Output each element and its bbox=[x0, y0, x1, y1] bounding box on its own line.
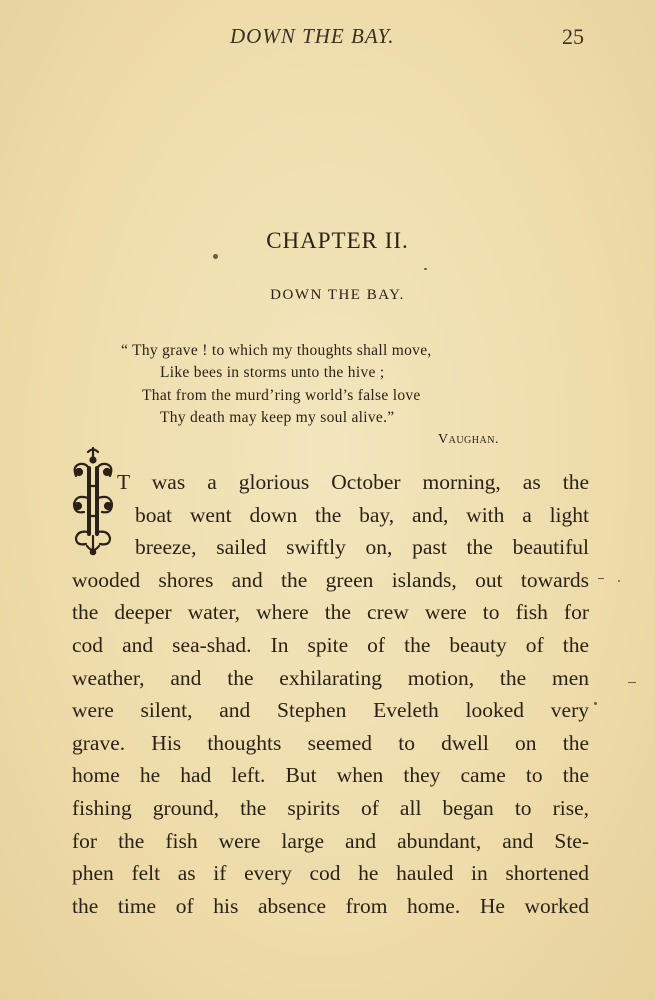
body-line: the time of his absence from home. He worked bbox=[72, 893, 589, 918]
paper-speck bbox=[628, 682, 636, 683]
paper-speck bbox=[618, 580, 620, 582]
page-number: 25 bbox=[562, 24, 584, 49]
paper-speck bbox=[424, 268, 427, 270]
epigraph-line: Like bees in storms unto the hive ; bbox=[160, 364, 385, 381]
body-line: grave. His thoughts seemed to dwell on the bbox=[72, 730, 589, 755]
chapter-subtitle: DOWN THE BAY. bbox=[270, 287, 405, 303]
chapter-title: CHAPTER II. bbox=[266, 228, 409, 253]
body-line: weather, and the exhilarating motion, the men bbox=[72, 665, 589, 690]
body-line: wooded shores and the green islands, out towards bbox=[72, 567, 589, 592]
paper-speck bbox=[213, 254, 218, 259]
epigraph-line: “ Thy grave ! to which my thoughts shall move, bbox=[121, 342, 432, 359]
ornamental-initial-i-icon bbox=[70, 446, 116, 556]
body-line: T was a glorious October morning, as the bbox=[117, 470, 589, 494]
epigraph-line: That from the murd’ring world’s false love bbox=[142, 387, 421, 404]
body-line: were silent, and Stephen Eveleth looked very bbox=[72, 698, 589, 723]
paper-speck bbox=[598, 578, 604, 579]
body-line: fishing ground, the spirits of all began to rise, bbox=[72, 796, 589, 820]
body-line: boat went down the bay, and, with a light bbox=[135, 502, 589, 527]
body-line: phen felt as if every cod he hauled in shortened bbox=[72, 861, 589, 886]
body-line: home he had left. But when they came to the bbox=[72, 763, 589, 788]
epigraph-attribution: Vaughan. bbox=[438, 432, 499, 447]
body-line: breeze, sailed swiftly on, past the beautiful bbox=[135, 535, 589, 560]
epigraph-line: Thy death may keep my soul alive.” bbox=[160, 409, 395, 426]
paper-speck bbox=[594, 702, 597, 705]
body-line: cod and sea-shad. In spite of the beauty of the bbox=[72, 633, 589, 657]
body-line: for the fish were large and abundant, and Ste- bbox=[72, 828, 589, 853]
body-line: the deeper water, where the crew were to fish for bbox=[72, 600, 589, 625]
running-head-title: DOWN THE BAY. bbox=[230, 24, 395, 48]
